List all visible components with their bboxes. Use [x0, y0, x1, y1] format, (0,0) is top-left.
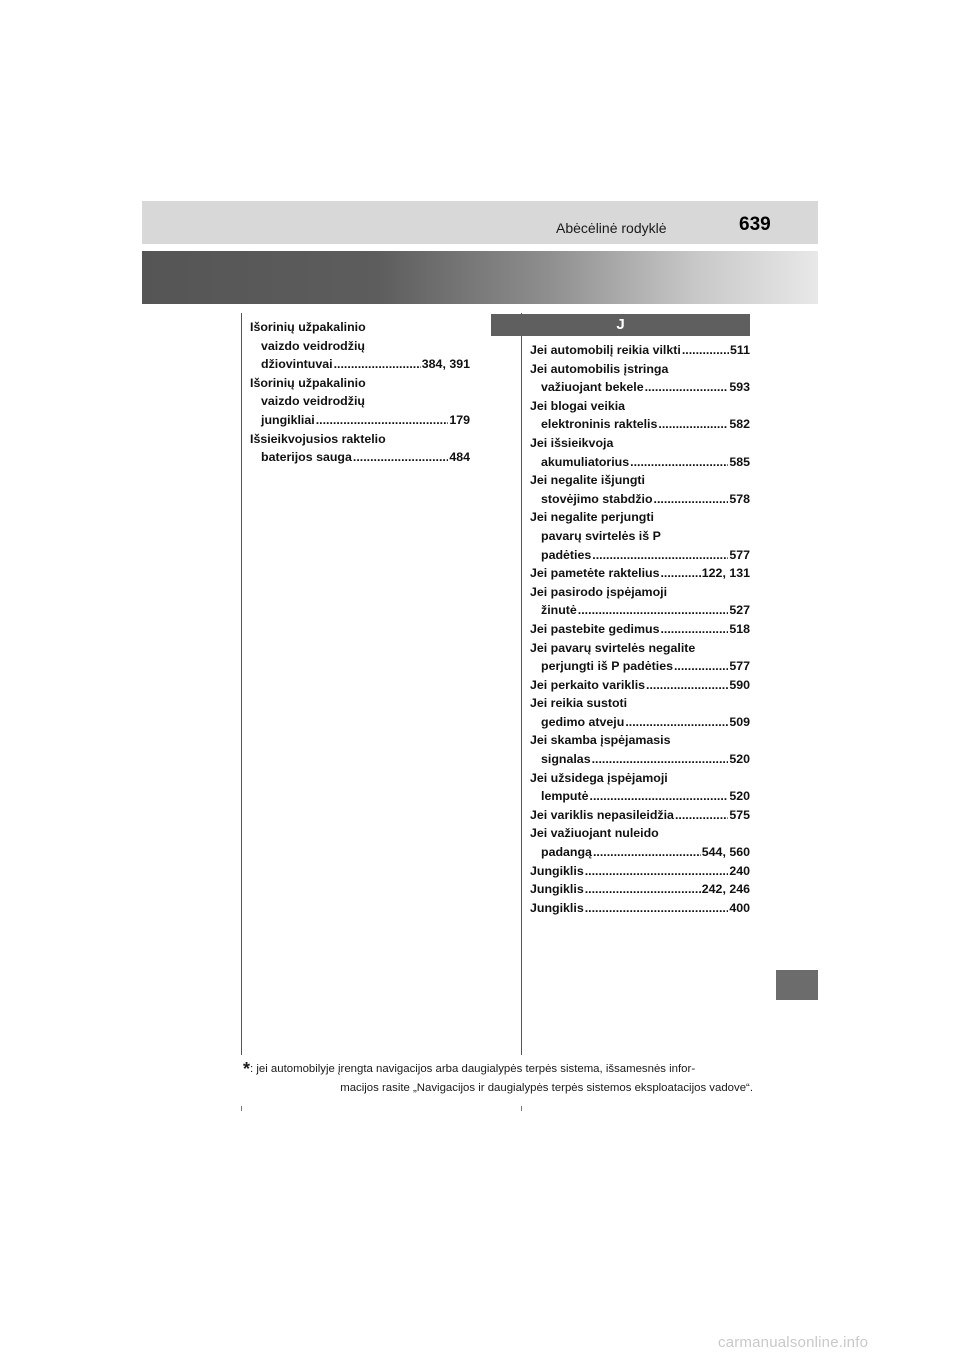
- index-entry-line: Jei pavarų svirtelės negalite: [530, 640, 696, 655]
- leader-dots: [682, 341, 729, 360]
- index-entry: [530, 824, 750, 861]
- index-term: Jungiklis: [530, 882, 584, 897]
- footnote-line-2: macijos rasite „Navigacijos ir daugialypės terpės sistemos eksploatacijos vadove“.: [340, 1082, 753, 1094]
- index-term: Jei pastebite gedimus: [530, 621, 660, 636]
- index-term: Jei pametėte raktelius: [530, 566, 660, 581]
- index-entry-line: Jei važiuojant nuleido: [530, 826, 659, 841]
- index-entry-last-line: [250, 448, 470, 467]
- index-term: padangą: [541, 845, 592, 860]
- index-entry: [530, 564, 750, 583]
- index-entry: [530, 769, 750, 806]
- index-term: baterijos sauga: [261, 450, 352, 465]
- index-term: perjungti iš P padėties: [541, 659, 673, 674]
- page-reference: 518: [729, 621, 750, 636]
- index-entry-last-line: [530, 546, 750, 565]
- index-term: Jei perkaito variklis: [530, 677, 646, 692]
- page-reference: 577: [729, 659, 750, 674]
- leader-dots: [660, 620, 728, 639]
- index-column-right: [530, 341, 750, 917]
- section-heading-j: J: [491, 314, 750, 336]
- index-entry: [530, 397, 750, 434]
- index-entry: [530, 360, 750, 397]
- index-entry-last-line: [530, 899, 750, 918]
- index-entry-last-line: [250, 411, 470, 430]
- index-entry: [530, 862, 750, 881]
- page-reference: 509: [729, 714, 750, 729]
- index-entry-last-line: [530, 787, 750, 806]
- leader-dots: [353, 448, 448, 467]
- left-column-rule: [241, 313, 242, 1055]
- index-entry-last-line: [530, 620, 750, 639]
- index-term: Jungiklis: [530, 863, 584, 878]
- index-entry-last-line: [530, 843, 750, 862]
- page-reference: 527: [729, 603, 750, 618]
- leader-dots: [645, 378, 729, 397]
- leader-dots: [592, 546, 728, 565]
- leader-dots: [658, 415, 728, 434]
- index-entry-last-line: [530, 378, 750, 397]
- page-reference: 575: [729, 807, 750, 822]
- index-entry: [530, 806, 750, 825]
- leader-dots: [630, 453, 728, 472]
- leader-dots: [585, 862, 729, 881]
- index-term: žinutė: [541, 603, 577, 618]
- page-reference: 484: [449, 450, 470, 465]
- page-reference: 520: [729, 789, 750, 804]
- leader-dots: [585, 899, 729, 918]
- index-term: gedimo atveju: [541, 714, 625, 729]
- page-reference: 242, 246: [701, 882, 750, 897]
- index-entry-line: Jei blogai veikia: [530, 398, 626, 413]
- footnote-line-1: [243, 1060, 753, 1079]
- index-entry: [530, 880, 750, 899]
- page-reference: 593: [729, 380, 750, 395]
- index-entry-line: Jei užsidega įspėjamoji: [530, 770, 668, 785]
- index-entry-line: Jei negalite išjungti: [530, 473, 645, 488]
- leader-dots: [593, 843, 701, 862]
- leader-dots: [646, 676, 728, 695]
- index-entry-last-line: [250, 355, 470, 374]
- index-entry: [530, 899, 750, 918]
- index-entry-last-line: [530, 713, 750, 732]
- index-entry-last-line: [530, 415, 750, 434]
- leader-dots: [578, 601, 729, 620]
- index-entry-line: pavarų svirtelės iš P: [541, 528, 661, 543]
- index-entry-line: vaizdo veidrodžių: [261, 338, 365, 353]
- leader-dots: [592, 750, 729, 769]
- leader-dots: [654, 490, 729, 509]
- leader-dots: [625, 713, 728, 732]
- index-term: signalas: [541, 752, 591, 767]
- page-reference: 582: [729, 417, 750, 432]
- index-entry: [530, 471, 750, 508]
- index-entry-line: Išsieikvojusios raktelio: [250, 431, 386, 446]
- page-reference: 520: [729, 752, 750, 767]
- page-reference: 578: [729, 491, 750, 506]
- index-entry-last-line: [530, 453, 750, 472]
- chapter-band: [142, 251, 818, 304]
- index-term: akumuliatorius: [541, 454, 630, 469]
- page-reference: 585: [729, 454, 750, 469]
- index-entry-line: Išorinių užpakalinio: [250, 375, 366, 390]
- index-term: Jei automobilį reikia vilkti: [530, 343, 681, 357]
- page-reference: 240: [729, 863, 750, 878]
- index-entry-last-line: [530, 862, 750, 881]
- leader-dots: [590, 787, 729, 806]
- index-term: elektroninis raktelis: [541, 417, 658, 432]
- index-column-left: [250, 318, 470, 467]
- leader-dots: [585, 880, 701, 899]
- middle-column-rule: [521, 313, 522, 1055]
- index-entry-last-line: [530, 490, 750, 509]
- index-entry: [530, 341, 750, 360]
- index-entry-line: Jei pasirodo įspėjamoji: [530, 584, 668, 599]
- page-reference: 590: [729, 677, 750, 692]
- index-entry-last-line: [530, 806, 750, 825]
- index-entry-line: Jei reikia sustoti: [530, 696, 628, 711]
- footnote-text-1: : jei automobilyje įrengta navigacijos arba daugialypės terpės sistema, išsamesnės infor-: [250, 1063, 696, 1075]
- index-term: važiuojant bekele: [541, 380, 644, 395]
- index-entry: [530, 694, 750, 731]
- leader-dots: [674, 657, 728, 676]
- index-entry-line: Išorinių užpakalinio: [250, 320, 366, 334]
- header-bar: [142, 201, 818, 244]
- index-term: Jungiklis: [530, 900, 584, 915]
- index-term: jungikliai: [261, 412, 315, 427]
- index-term: lemputė: [541, 789, 589, 804]
- page-reference: 577: [729, 547, 750, 562]
- footnote: [243, 1060, 753, 1098]
- index-entry-line: Jei skamba įspėjamasis: [530, 733, 671, 748]
- page-reference: 511: [730, 343, 750, 357]
- left-rule-tick: [241, 1106, 242, 1111]
- page-title: Abėcėlinė rodyklė: [556, 220, 667, 236]
- index-entry: [530, 434, 750, 471]
- leader-dots: [334, 355, 421, 374]
- footnote-marker: *: [243, 1059, 251, 1079]
- index-entry-last-line: [530, 341, 750, 360]
- page-reference: 544, 560: [701, 845, 750, 860]
- index-entry-last-line: [530, 601, 750, 620]
- index-entry-line: Jei automobilis įstringa: [530, 361, 669, 376]
- index-entry-last-line: [530, 880, 750, 899]
- index-term: Jei variklis nepasileidžia: [530, 807, 674, 822]
- index-term: padėties: [541, 547, 592, 562]
- index-entry-last-line: [530, 657, 750, 676]
- index-entry-last-line: [530, 676, 750, 695]
- watermark: carmanualsonline.info: [718, 1334, 869, 1351]
- index-entry-last-line: [530, 750, 750, 769]
- page-reference: 179: [449, 412, 470, 427]
- index-entry-last-line: [530, 564, 750, 583]
- index-entry: [250, 430, 470, 467]
- index-entry: [250, 318, 470, 374]
- leader-dots: [316, 411, 449, 430]
- page-reference: 400: [729, 900, 750, 915]
- index-entry-line: Jei negalite perjungti: [530, 510, 654, 525]
- page-reference: 384, 391: [421, 357, 470, 372]
- index-entry: [250, 374, 470, 430]
- leader-dots: [660, 564, 700, 583]
- index-entry: [530, 639, 750, 676]
- index-entry: [530, 676, 750, 695]
- chapter-tab-marker: [776, 970, 818, 1000]
- index-entry-line: Jei išsieikvoja: [530, 435, 614, 450]
- index-entry-line: vaizdo veidrodžių: [261, 394, 365, 409]
- leader-dots: [675, 806, 728, 825]
- page-number: 639: [739, 214, 771, 235]
- index-term: džiovintuvai: [261, 357, 333, 372]
- index-entry: [530, 508, 750, 564]
- page-reference: 122, 131: [701, 566, 750, 581]
- index-entry: [530, 731, 750, 768]
- index-entry: [530, 583, 750, 620]
- index-term: stovėjimo stabdžio: [541, 491, 653, 506]
- middle-rule-tick: [521, 1106, 522, 1111]
- index-entry: [530, 620, 750, 639]
